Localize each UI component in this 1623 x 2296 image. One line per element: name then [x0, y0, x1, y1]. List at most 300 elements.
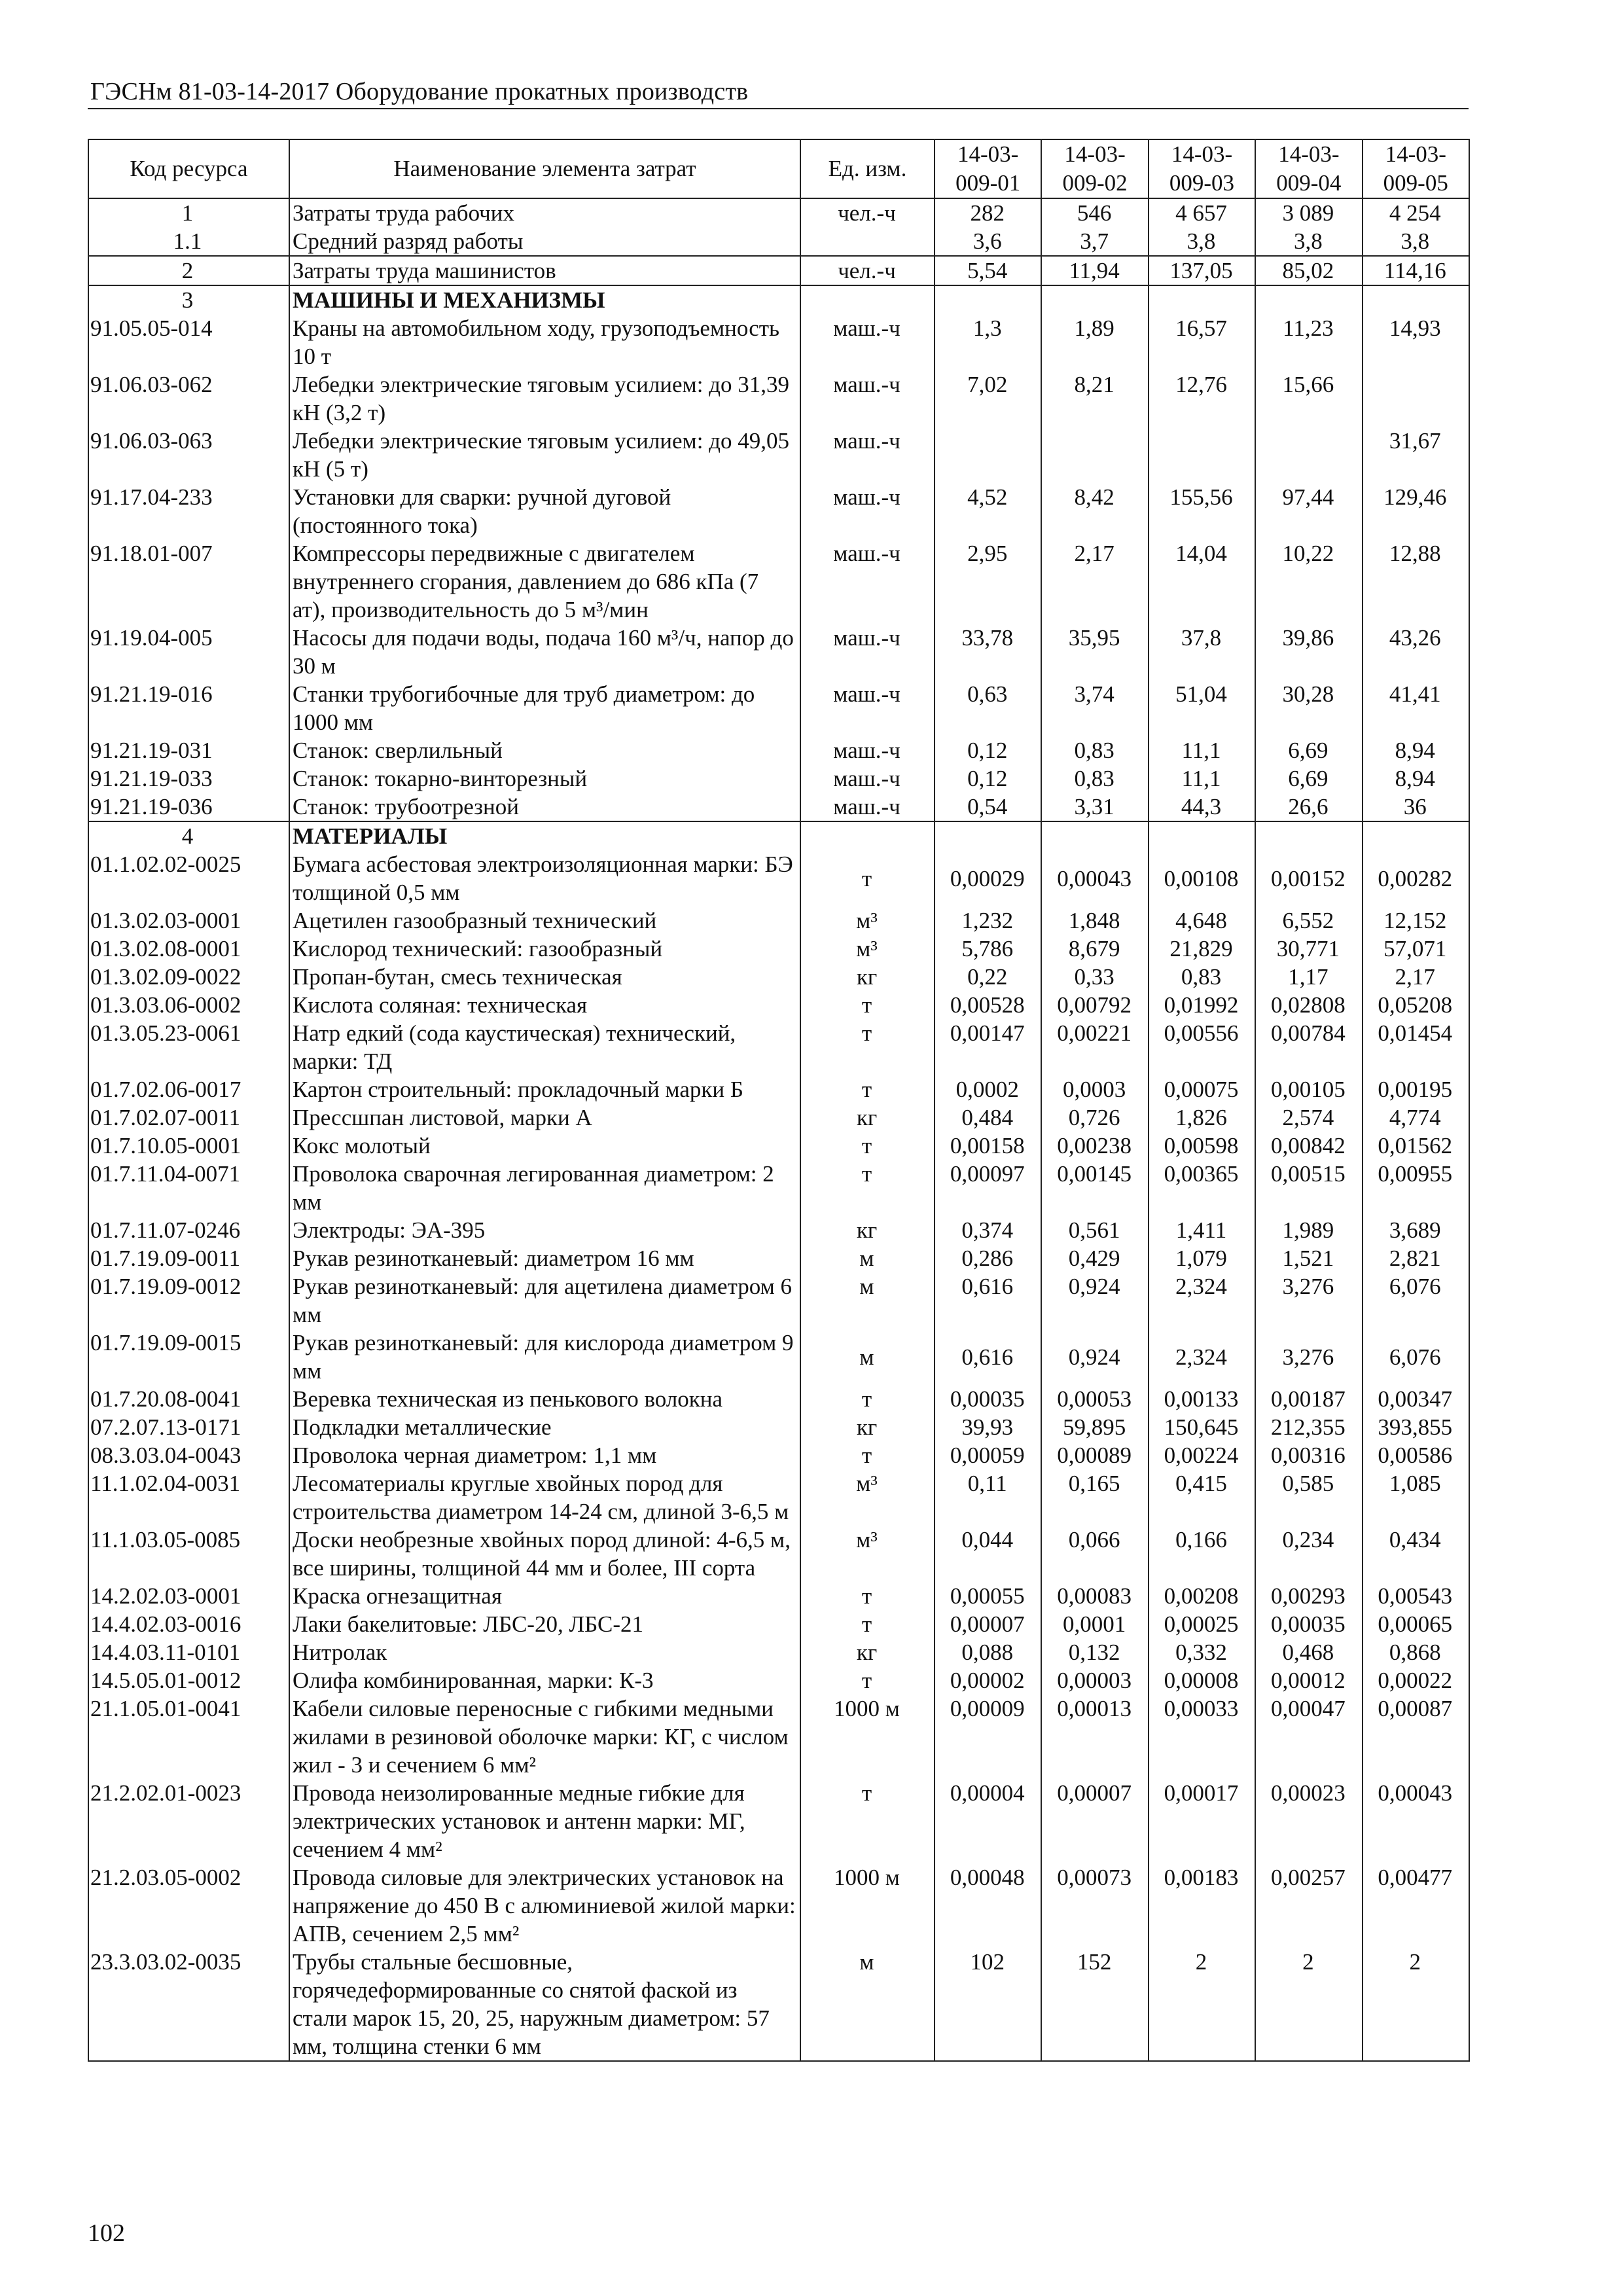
unit-cell: 1000 м [800, 1863, 935, 1948]
table-row [88, 1413, 1469, 1441]
norm-value-cell: 0,00097 [935, 1160, 1041, 1216]
norm-value-cell: 2 [1149, 1948, 1255, 2061]
norm-value-cell: 2,574 [1255, 1103, 1362, 1132]
norm-value-cell: 0,924 [1041, 1329, 1148, 1385]
resource-code-cell: 14.2.02.03-0001 [88, 1582, 289, 1610]
norm-value-cell: 3,689 [1363, 1216, 1469, 1244]
norm-value-cell: 0,00792 [1041, 991, 1148, 1019]
table-row [88, 624, 1469, 680]
unit-cell: 1000 м [800, 1695, 935, 1779]
norm-value-cell: 2 [1363, 1948, 1469, 2061]
norm-value-cell: 0,00073 [1041, 1863, 1148, 1948]
column-header-value-4: 14-03- 009-04 [1255, 139, 1362, 198]
norm-value-cell [935, 427, 1041, 483]
norm-value-cell: 0,00059 [935, 1441, 1041, 1469]
column-header-value-5: 14-03- 009-05 [1363, 139, 1469, 198]
norm-value-cell: 0,585 [1255, 1469, 1362, 1526]
resource-code-cell: 01.7.02.07-0011 [88, 1103, 289, 1132]
cost-element-name-cell: Станки трубогибочные для труб диаметром: до 1000 мм [289, 680, 800, 736]
unit-cell: м³ [800, 1469, 935, 1526]
norm-value-cell: 137,05 [1149, 256, 1255, 285]
cost-element-name-cell: Станок: токарно-винторезный [289, 764, 800, 793]
unit-cell: м [800, 1948, 935, 2061]
norm-value-cell: 0,468 [1255, 1638, 1362, 1666]
norm-value-cell: 0,00133 [1149, 1385, 1255, 1413]
unit-cell: маш.-ч [800, 314, 935, 370]
unit-cell: т [800, 1132, 935, 1160]
table-row [88, 1948, 1469, 2061]
cost-element-name-cell: Проволока черная диаметром: 1,1 мм [289, 1441, 800, 1469]
norm-value-cell: 0,286 [935, 1244, 1041, 1272]
table-row [88, 935, 1469, 963]
resource-code-cell: 91.06.03-062 [88, 370, 289, 427]
cost-element-name-cell: Лаки бакелитовые: ЛБС-20, ЛБС-21 [289, 1610, 800, 1638]
norm-value-cell: 0,332 [1149, 1638, 1255, 1666]
unit-cell: маш.-ч [800, 680, 935, 736]
cost-element-name-cell: Рукав резинотканевый: для ацетилена диаметром 6 мм [289, 1272, 800, 1329]
norm-value-cell: 155,56 [1149, 483, 1255, 539]
norm-value-cell [935, 821, 1041, 850]
norm-value-cell: 0,00008 [1149, 1666, 1255, 1695]
table-row [88, 256, 1469, 285]
norm-value-cell: 0,484 [935, 1103, 1041, 1132]
cost-element-name-cell: Станок: трубоотрезной [289, 793, 800, 821]
cost-element-name-cell: Ацетилен газообразный технический [289, 906, 800, 935]
norm-value-cell: 0,00012 [1255, 1666, 1362, 1695]
cost-element-name-cell: Бумага асбестовая электроизоляционная марки: БЭ толщиной 0,5 мм [289, 850, 800, 906]
norm-value-cell: 0,33 [1041, 963, 1148, 991]
norm-value-cell: 1,17 [1255, 963, 1362, 991]
norm-value-cell: 0,00009 [935, 1695, 1041, 1779]
norm-value-cell: 0,00145 [1041, 1160, 1148, 1216]
table-row [88, 1272, 1469, 1329]
unit-cell: маш.-ч [800, 483, 935, 539]
resource-code-cell: 91.21.19-033 [88, 764, 289, 793]
resource-code-cell: 01.3.05.23-0061 [88, 1019, 289, 1075]
column-header-name: Наименование элемента затрат [289, 139, 800, 198]
norm-value-cell: 0,83 [1149, 963, 1255, 991]
norm-value-cell: 1,826 [1149, 1103, 1255, 1132]
norm-value-cell: 11,94 [1041, 256, 1148, 285]
unit-cell: т [800, 850, 935, 906]
norm-value-cell: 102 [935, 1948, 1041, 2061]
norm-value-cell: 30,28 [1255, 680, 1362, 736]
norm-value-cell: 0,83 [1041, 764, 1148, 793]
table-row [88, 1103, 1469, 1132]
norm-value-cell: 0,00025 [1149, 1610, 1255, 1638]
unit-cell [800, 821, 935, 850]
norm-value-cell: 0,00293 [1255, 1582, 1362, 1610]
table-row [88, 1469, 1469, 1526]
norm-value-cell: 37,8 [1149, 624, 1255, 680]
table-body [88, 198, 1469, 2061]
resource-code-cell: 01.3.02.03-0001 [88, 906, 289, 935]
cost-element-name-cell: Провода силовые для электрических установок на напряжение до 450 В с алюминиевой жилой марки: АПВ, сечением 2,5 мм² [289, 1863, 800, 1948]
norm-value-cell: 3,7 [1041, 227, 1148, 256]
norm-value-cell: 1,848 [1041, 906, 1148, 935]
norm-value-cell: 6,552 [1255, 906, 1362, 935]
norm-value-cell: 0,00347 [1363, 1385, 1469, 1413]
norm-value-cell: 6,69 [1255, 764, 1362, 793]
norm-value-cell: 0,02808 [1255, 991, 1362, 1019]
cost-element-name-cell: Натр едкий (сода каустическая) технический, марки: ТД [289, 1019, 800, 1075]
resource-code-cell: 11.1.03.05-0085 [88, 1526, 289, 1582]
table-row [88, 1075, 1469, 1103]
norm-value-cell: 15,66 [1255, 370, 1362, 427]
norm-value-cell: 0,00004 [935, 1779, 1041, 1863]
norm-value-cell [935, 285, 1041, 314]
table-row [88, 736, 1469, 764]
table-row [88, 1779, 1469, 1863]
table-row [88, 1216, 1469, 1244]
norm-value-cell: 31,67 [1363, 427, 1469, 483]
norm-value-cell: 0,00053 [1041, 1385, 1148, 1413]
norm-value-cell: 0,00316 [1255, 1441, 1362, 1469]
unit-cell: т [800, 1666, 935, 1695]
resource-code-cell: 01.7.19.09-0015 [88, 1329, 289, 1385]
norm-value-cell: 0,00586 [1363, 1441, 1469, 1469]
norm-value-cell: 114,16 [1363, 256, 1469, 285]
norm-value-cell: 0,01562 [1363, 1132, 1469, 1160]
norm-value-cell: 12,88 [1363, 539, 1469, 624]
cost-element-name-cell: Затраты труда машинистов [289, 256, 800, 285]
norm-value-cell: 0,00105 [1255, 1075, 1362, 1103]
norm-value-cell: 129,46 [1363, 483, 1469, 539]
norm-value-cell: 4,52 [935, 483, 1041, 539]
table-row [88, 991, 1469, 1019]
resource-code-cell: 21.2.02.01-0023 [88, 1779, 289, 1863]
norm-value-cell: 1,3 [935, 314, 1041, 370]
norm-value-cell: 8,42 [1041, 483, 1148, 539]
cost-element-name-cell: Лебедки электрические тяговым усилием: до 49,05 кН (5 т) [289, 427, 800, 483]
table-row [88, 1863, 1469, 1948]
resource-code-cell: 01.7.19.09-0012 [88, 1272, 289, 1329]
norm-value-cell: 85,02 [1255, 256, 1362, 285]
table-row [88, 314, 1469, 370]
resource-code-cell: 23.3.03.02-0035 [88, 1948, 289, 2061]
cost-element-name-cell: Рукав резинотканевый: диаметром 16 мм [289, 1244, 800, 1272]
cost-element-name-cell: Средний разряд работы [289, 227, 800, 256]
table-row [88, 680, 1469, 736]
norm-value-cell: 2,95 [935, 539, 1041, 624]
norm-value-cell: 5,54 [935, 256, 1041, 285]
resource-code-cell: 91.18.01-007 [88, 539, 289, 624]
norm-value-cell: 0,00047 [1255, 1695, 1362, 1779]
norm-value-cell: 0,00089 [1041, 1441, 1148, 1469]
norm-value-cell: 0,00033 [1149, 1695, 1255, 1779]
norm-value-cell: 0,234 [1255, 1526, 1362, 1582]
norm-value-cell: 0,00543 [1363, 1582, 1469, 1610]
table-row [88, 1132, 1469, 1160]
cost-element-name-cell: Рукав резинотканевый: для кислорода диаметром 9 мм [289, 1329, 800, 1385]
norm-value-cell: 282 [935, 198, 1041, 227]
norm-value-cell: 11,1 [1149, 736, 1255, 764]
norm-value-cell: 0,00477 [1363, 1863, 1469, 1948]
table-row [88, 1329, 1469, 1385]
resource-code-cell: 1 [88, 198, 289, 227]
norm-value-cell: 11,23 [1255, 314, 1362, 370]
norm-value-cell: 0,00035 [1255, 1610, 1362, 1638]
norm-value-cell: 0,374 [935, 1216, 1041, 1244]
unit-cell: кг [800, 963, 935, 991]
norm-value-cell: 3,6 [935, 227, 1041, 256]
unit-cell: кг [800, 1103, 935, 1132]
norm-value-cell: 41,41 [1363, 680, 1469, 736]
norm-value-cell: 0,00048 [935, 1863, 1041, 1948]
resource-code-cell: 2 [88, 256, 289, 285]
norm-value-cell: 0,132 [1041, 1638, 1148, 1666]
norm-value-cell: 14,93 [1363, 314, 1469, 370]
resource-code-cell: 01.7.02.06-0017 [88, 1075, 289, 1103]
unit-cell: м [800, 1244, 935, 1272]
table-row [88, 850, 1469, 906]
resource-code-cell: 01.7.10.05-0001 [88, 1132, 289, 1160]
norm-value-cell: 1,079 [1149, 1244, 1255, 1272]
norm-value-cell: 0,12 [935, 736, 1041, 764]
table-row [88, 963, 1469, 991]
unit-cell [800, 227, 935, 256]
norm-value-cell: 21,829 [1149, 935, 1255, 963]
norm-value-cell: 59,895 [1041, 1413, 1148, 1441]
table-row [88, 793, 1469, 821]
norm-value-cell: 44,3 [1149, 793, 1255, 821]
norm-value-cell: 0,12 [935, 764, 1041, 793]
cost-element-name-cell: Картон строительный: прокладочный марки Б [289, 1075, 800, 1103]
norm-value-cell: 30,771 [1255, 935, 1362, 963]
norm-value-cell: 12,76 [1149, 370, 1255, 427]
unit-cell: м³ [800, 906, 935, 935]
norm-value-cell: 3,8 [1255, 227, 1362, 256]
norm-value-cell: 8,679 [1041, 935, 1148, 963]
norm-value-cell: 0,0003 [1041, 1075, 1148, 1103]
resource-code-cell: 91.06.03-063 [88, 427, 289, 483]
norm-value-cell: 4,648 [1149, 906, 1255, 935]
norm-value-cell: 1,89 [1041, 314, 1148, 370]
resource-code-cell: 91.05.05-014 [88, 314, 289, 370]
norm-value-cell: 4 254 [1363, 198, 1469, 227]
cost-element-name-cell: Насосы для подачи воды, подача 160 м³/ч, напор до 30 м [289, 624, 800, 680]
norm-value-cell: 0,00528 [935, 991, 1041, 1019]
norm-value-cell: 0,00158 [935, 1132, 1041, 1160]
cost-element-name-cell: Лесоматериалы круглые хвойных пород для строительства диаметром 14-24 см, длиной 3-6,5 м [289, 1469, 800, 1526]
norm-value-cell: 12,152 [1363, 906, 1469, 935]
norm-value-cell [1363, 285, 1469, 314]
table-row [88, 1695, 1469, 1779]
resource-code-cell: 07.2.07.13-0171 [88, 1413, 289, 1441]
norm-value-cell: 0,00515 [1255, 1160, 1362, 1216]
unit-cell: м [800, 1329, 935, 1385]
norm-value-cell: 0,00842 [1255, 1132, 1362, 1160]
norm-value-cell: 39,93 [935, 1413, 1041, 1441]
column-header-unit: Ед. изм. [800, 139, 935, 198]
table-row [88, 227, 1469, 256]
table-row [88, 427, 1469, 483]
cost-element-name-cell: Доски необрезные хвойных пород длиной: 4-6,5 м, все ширины, толщиной 44 мм и более, III сорта [289, 1526, 800, 1582]
norm-value-cell: 8,94 [1363, 736, 1469, 764]
table-row [88, 1019, 1469, 1075]
unit-cell: т [800, 991, 935, 1019]
table-row [88, 1610, 1469, 1638]
cost-element-name-cell: Трубы стальные бесшовные, горячедеформированные со снятой фаской из стали марок 15, 20, 25, наружным диаметром: 57 мм, толщина стенки 6 мм [289, 1948, 800, 2061]
resource-code-cell: 91.21.19-031 [88, 736, 289, 764]
norm-value-cell: 0,00002 [935, 1666, 1041, 1695]
norm-value-cell: 0,00224 [1149, 1441, 1255, 1469]
norm-value-cell: 0,01992 [1149, 991, 1255, 1019]
norm-value-cell: 0,0001 [1041, 1610, 1148, 1638]
resource-code-cell: 91.21.19-036 [88, 793, 289, 821]
table-row [88, 1441, 1469, 1469]
cost-element-name-cell: Установки для сварки: ручной дуговой (постоянного тока) [289, 483, 800, 539]
norm-value-cell: 0,066 [1041, 1526, 1148, 1582]
norm-value-cell: 152 [1041, 1948, 1148, 2061]
unit-cell: т [800, 1779, 935, 1863]
norm-value-cell [1149, 285, 1255, 314]
table-row [88, 1638, 1469, 1666]
cost-element-name-cell: Кабели силовые переносные с гибкими медными жилами в резиновой оболочке марки: КГ, с числом жил - 3 и сечением 6 мм² [289, 1695, 800, 1779]
unit-cell: маш.-ч [800, 370, 935, 427]
norm-value-cell: 16,57 [1149, 314, 1255, 370]
norm-value-cell: 0,166 [1149, 1526, 1255, 1582]
norm-value-cell: 3 089 [1255, 198, 1362, 227]
resource-code-cell: 01.3.02.09-0022 [88, 963, 289, 991]
norm-value-cell: 2 [1255, 1948, 1362, 2061]
cost-element-name-cell: Затраты труда рабочих [289, 198, 800, 227]
resource-code-cell: 21.1.05.01-0041 [88, 1695, 289, 1779]
unit-cell: м [800, 1272, 935, 1329]
unit-cell [800, 285, 935, 314]
norm-value-cell: 0,01454 [1363, 1019, 1469, 1075]
norm-value-cell [1255, 427, 1362, 483]
norm-value-cell: 0,00187 [1255, 1385, 1362, 1413]
norm-value-cell: 0,00003 [1041, 1666, 1148, 1695]
norm-value-cell: 0,00065 [1363, 1610, 1469, 1638]
norm-value-cell: 1,232 [935, 906, 1041, 935]
norm-value-cell: 3,276 [1255, 1329, 1362, 1385]
cost-element-name-cell: Станок: сверлильный [289, 736, 800, 764]
cost-element-name-cell: Лебедки электрические тяговым усилием: до 31,39 кН (3,2 т) [289, 370, 800, 427]
cost-element-name-cell: Пропан-бутан, смесь техническая [289, 963, 800, 991]
norm-value-cell: 0,00087 [1363, 1695, 1469, 1779]
column-header-value-2: 14-03- 009-02 [1041, 139, 1148, 198]
norm-value-cell: 8,94 [1363, 764, 1469, 793]
table-row [88, 1244, 1469, 1272]
norm-value-cell: 0,63 [935, 680, 1041, 736]
norm-value-cell [1255, 285, 1362, 314]
resource-code-cell: 14.4.03.11-0101 [88, 1638, 289, 1666]
table-row [88, 906, 1469, 935]
unit-cell: чел.-ч [800, 198, 935, 227]
resource-code-cell: 14.5.05.01-0012 [88, 1666, 289, 1695]
norm-value-cell: 11,1 [1149, 764, 1255, 793]
cost-element-name-cell: Кислота соляная: техническая [289, 991, 800, 1019]
cost-element-name-cell: МАТЕРИАЛЫ [289, 821, 800, 850]
norm-value-cell: 6,076 [1363, 1329, 1469, 1385]
norm-value-cell [1255, 821, 1362, 850]
table-row [88, 483, 1469, 539]
norm-value-cell: 0,924 [1041, 1272, 1148, 1329]
norm-value-cell: 0,05208 [1363, 991, 1469, 1019]
norm-value-cell [1363, 821, 1469, 850]
table-row [88, 764, 1469, 793]
norm-value-cell: 0,00013 [1041, 1695, 1148, 1779]
norm-value-cell: 0,616 [935, 1329, 1041, 1385]
norm-value-cell: 0,00022 [1363, 1666, 1469, 1695]
norm-value-cell: 0,00955 [1363, 1160, 1469, 1216]
norm-value-cell: 57,071 [1363, 935, 1469, 963]
section-header-row [88, 285, 1469, 314]
table-row [88, 1385, 1469, 1413]
norm-value-cell: 0,044 [935, 1526, 1041, 1582]
table-header [88, 139, 1469, 198]
cost-element-name-cell: Олифа комбинированная, марки: К-3 [289, 1666, 800, 1695]
norm-value-cell: 150,645 [1149, 1413, 1255, 1441]
resource-code-cell: 21.2.03.05-0002 [88, 1863, 289, 1948]
norm-value-cell: 8,21 [1041, 370, 1148, 427]
norm-value-cell: 0,00075 [1149, 1075, 1255, 1103]
cost-element-name-cell: Прессшпан листовой, марки А [289, 1103, 800, 1132]
resource-code-cell: 01.7.19.09-0011 [88, 1244, 289, 1272]
norm-value-cell: 0,0002 [935, 1075, 1041, 1103]
unit-cell: т [800, 1610, 935, 1638]
table-row [88, 1666, 1469, 1695]
unit-cell: т [800, 1019, 935, 1075]
norm-value-cell: 4,774 [1363, 1103, 1469, 1132]
cost-element-name-cell: Компрессоры передвижные с двигателем внутреннего сгорания, давлением до 686 кПа (7 ат), производительность до 5 м³/мин [289, 539, 800, 624]
unit-cell: кг [800, 1638, 935, 1666]
norm-value-cell: 2,324 [1149, 1272, 1255, 1329]
norm-value-cell: 0,00183 [1149, 1863, 1255, 1948]
unit-cell: т [800, 1385, 935, 1413]
norm-value-cell: 546 [1041, 198, 1148, 227]
resource-code-cell: 91.17.04-233 [88, 483, 289, 539]
norm-value-cell: 33,78 [935, 624, 1041, 680]
norm-value-cell: 0,00365 [1149, 1160, 1255, 1216]
unit-cell: маш.-ч [800, 624, 935, 680]
norm-value-cell: 3,8 [1363, 227, 1469, 256]
norm-value-cell: 5,786 [935, 935, 1041, 963]
norm-value-cell: 393,855 [1363, 1413, 1469, 1441]
norm-value-cell: 0,00023 [1255, 1779, 1362, 1863]
table-row [88, 539, 1469, 624]
table-row [88, 370, 1469, 427]
norm-value-cell: 0,00257 [1255, 1863, 1362, 1948]
norm-value-cell: 14,04 [1149, 539, 1255, 624]
norm-value-cell: 0,088 [935, 1638, 1041, 1666]
section-header-row [88, 821, 1469, 850]
resource-code-cell: 4 [88, 821, 289, 850]
norm-value-cell: 212,355 [1255, 1413, 1362, 1441]
norm-value-cell: 0,00282 [1363, 850, 1469, 906]
norm-value-cell: 0,11 [935, 1469, 1041, 1526]
norm-value-cell: 1,085 [1363, 1469, 1469, 1526]
resource-code-cell: 91.19.04-005 [88, 624, 289, 680]
table-row [88, 1582, 1469, 1610]
document-header-title: ГЭСНм 81-03-14-2017 Оборудование прокатных производств [90, 78, 749, 105]
norm-value-cell: 0,00221 [1041, 1019, 1148, 1075]
cost-element-name-cell: Краны на автомобильном ходу, грузоподъемность 10 т [289, 314, 800, 370]
norm-value-cell: 0,22 [935, 963, 1041, 991]
norm-value-cell: 10,22 [1255, 539, 1362, 624]
unit-cell: т [800, 1075, 935, 1103]
norm-value-cell: 2,821 [1363, 1244, 1469, 1272]
norm-value-cell: 0,165 [1041, 1469, 1148, 1526]
norm-value-cell: 1,989 [1255, 1216, 1362, 1244]
norm-value-cell: 0,00035 [935, 1385, 1041, 1413]
resource-code-cell: 01.3.03.06-0002 [88, 991, 289, 1019]
column-header-value-3: 14-03- 009-03 [1149, 139, 1255, 198]
table-row [88, 1160, 1469, 1216]
unit-cell: маш.-ч [800, 793, 935, 821]
